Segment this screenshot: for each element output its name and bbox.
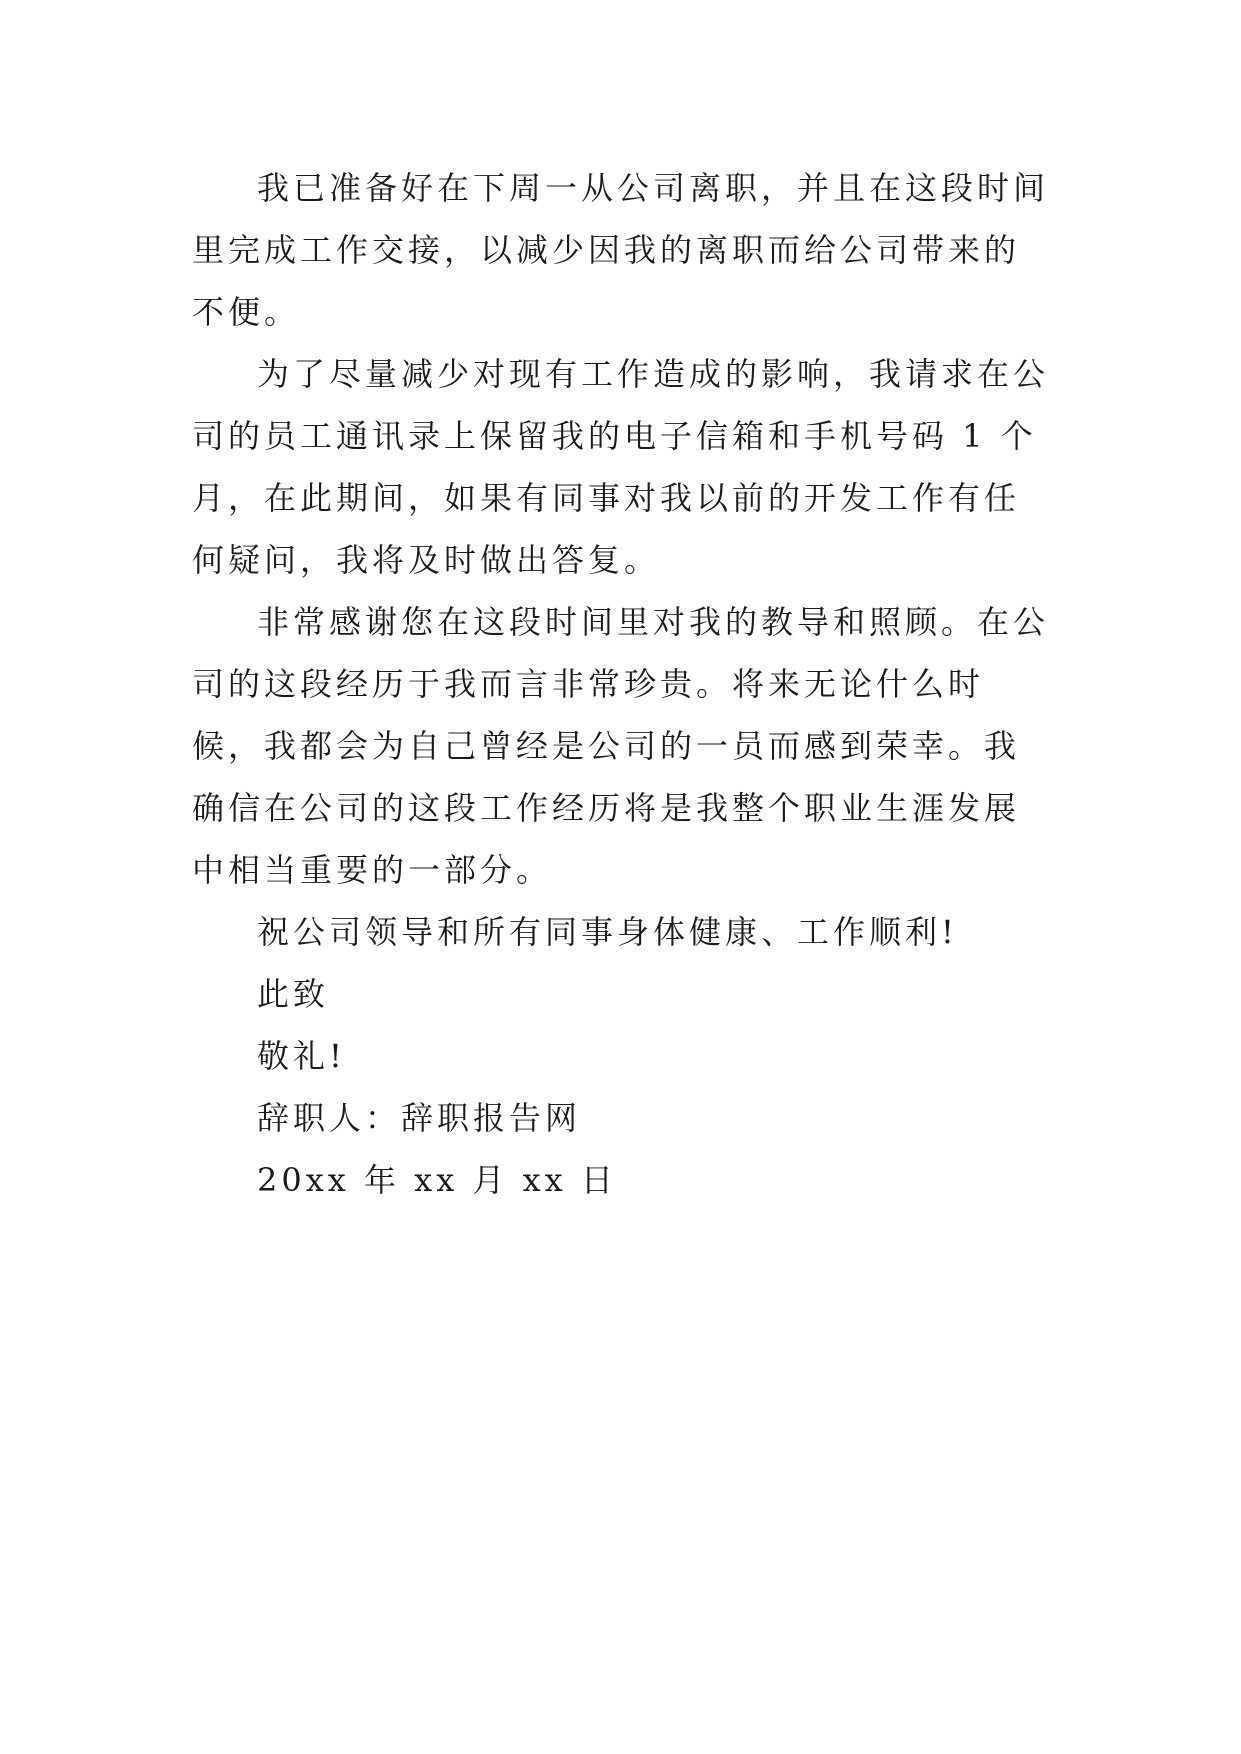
signature-line: 辞职人：辞职报告网: [257, 1099, 582, 1137]
letter-body: [192, 157, 1052, 1211]
paragraph-gratitude: 非常感谢您在这段时间里对我的教导和照顾。在公司的这段经历于我而言非常珍贵。将来无论什么时候，我都会为自己曾经是公司的一员而感到荣幸。我确信在公司的这段工作经历将是我整个职业生涯发展中相当重要的一部分。: [192, 603, 1050, 889]
date-line: 20xx 年 xx 月 xx 日: [257, 1161, 617, 1199]
closing-line-2: 敬礼!: [257, 1037, 346, 1075]
paragraph-contact-request: 为了尽量减少对现有工作造成的影响，我请求在公司的员工通讯录上保留我的电子信箱和手机号码 1 个月，在此期间，如果有同事对我以前的开发工作有任何疑问，我将及时做出答复。: [192, 355, 1050, 579]
wish-line: 祝公司领导和所有同事身体健康、工作顺利!: [257, 913, 958, 951]
closing-line-1: 此致: [257, 975, 330, 1013]
paragraph-resignation-notice: 我已准备好在下周一从公司离职，并且在这段时间里完成工作交接，以减少因我的离职而给公司带来的不便。: [192, 169, 1050, 331]
